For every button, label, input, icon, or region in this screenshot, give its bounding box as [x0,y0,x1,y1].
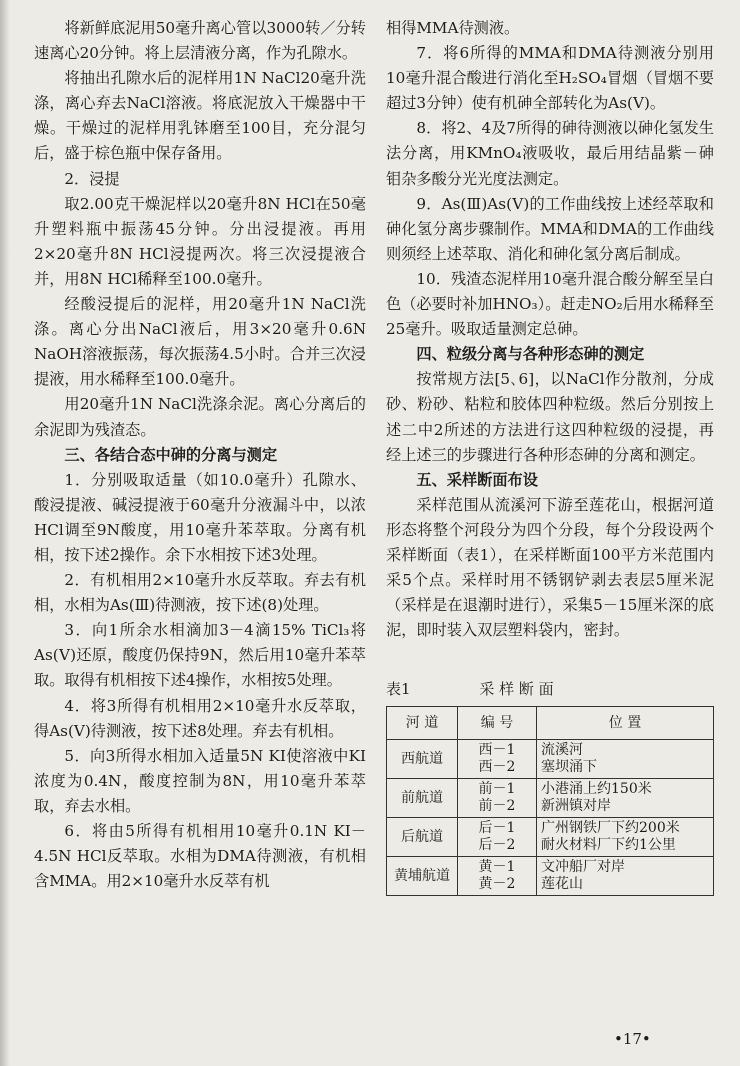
location-cell [537,740,714,779]
section-heading: 三、各结合态中砷的分离与测定 [64,445,278,464]
code-cell [458,779,537,818]
table-row [387,740,714,779]
paragraph: 按常规方法[5､6]，以NaCl作分散剂，分成砂、粉砂、粘粒和胶体四种粒级。然后分别按上述二中2所述的方法进行这四种粒级的浸提，再经上述三的步骤进行各种形态砷的分离和测定。 [386,370,714,464]
paragraph: 7．将6所得的MMA和DMA待测液分别用10毫升混合酸进行消化至H₂SO₄冒烟（冒烟不要超过3分钟）使有机砷全部转化为As(Ⅴ)。 [386,44,714,113]
location-line: 新洲镇对岸 [541,798,611,815]
location-line: 塞坝涌下 [541,759,597,776]
header-code: 编 号 [458,707,537,740]
river-cell: 前航道 [387,779,458,818]
table-number: 表1 [386,680,411,699]
table-caption [386,677,714,702]
table-row [387,779,714,818]
location-line: 广州钢铁厂下约200米 [541,820,680,837]
paragraph: 取2.00克干燥泥样以20毫升8N HCl在50毫升塑料瓶中振荡45分钟。分出浸提液。再用2×20毫升8N HCl浸提两次。将三次浸提液合并，用8N HCl稀释至100.0毫升。 [34,194,366,288]
page-number: •17• [614,1030,651,1048]
right-column [386,16,714,896]
river-cell: 黄埔航道 [387,857,458,896]
paragraph: 将新鲜底泥用50毫升离心管以3000转／分转速离心20分钟。将上层清液分离，作为孔隙水。 [34,19,366,63]
paragraph: 3．向1所余水相滴加3－4滴15% TiCl₃将As(Ⅴ)还原，酸度仍保持9N，然后用10毫升苯萃取。取得有机相按下述4操作，水相按5处理。 [34,621,366,690]
paragraph: 经酸浸提后的泥样，用20毫升1N NaCl洗涤。离心分出NaCl液后，用3×20毫升0.6N NaOH溶液振荡，每次振荡4.5小时。合并三次浸提液，用水稀释至100.0毫升。 [34,295,366,389]
left-column [34,16,366,894]
river-cell: 西航道 [387,740,458,779]
header-location: 位 置 [537,707,714,740]
location-cell [537,857,714,896]
location-cell [537,818,714,857]
location-line: 流溪河 [541,742,583,759]
location-cell [537,779,714,818]
paragraph: 8．将2、4及7所得的砷待测液以砷化氢发生法分离，用KMnO₄液吸收，最后用结晶紫－砷钼杂多酸分光光度法测定。 [386,119,714,188]
section-heading: 四、粒级分离与各种形态砷的测定 [416,345,645,364]
paragraph: 9．As(Ⅲ)As(Ⅴ)的工作曲线按上述经萃取和砷化氢分离步骤制作。MMA和DMA的工作曲线则须经上述萃取、消化和砷化氢分离后制成。 [386,194,714,263]
paragraph: 用20毫升1N NaCl洗涤余泥。离心分离后的余泥即为残渣态。 [34,395,366,439]
paragraph: 5．向3所得水相加入适量5N KI使溶液中KI浓度为0.4N，酸度控制为8N，用10毫升苯萃取，弃去水相。 [34,746,366,815]
code-line: 前－1 [478,781,516,798]
paragraph: 1．分别吸取适量（如10.0毫升）孔隙水、酸浸提液、碱浸提液于60毫升分液漏斗中，以浓HCl调至9N酸度，用10毫升苯萃取。分离有机相，按下述2操作。余下水相按下述3处理。 [34,470,366,564]
river-cell: 后航道 [387,818,458,857]
paragraph: 6．将由5所得有机相用10毫升0.1N KI－4.5N HCl反萃取。水相为DMA待测液，有机相含MMA。用2×10毫升水反萃有机 [34,822,366,891]
table-row [387,857,714,896]
table-header-row [387,707,714,740]
location-line: 小港涌上约150米 [541,781,652,798]
code-line: 西－1 [478,742,516,759]
code-line: 前－2 [478,798,516,815]
code-line: 黄－2 [478,876,516,893]
table-body [387,740,714,896]
code-line: 西－2 [478,759,516,776]
paragraph: 相得MMA待测液。 [386,19,520,37]
table-row [387,818,714,857]
section-heading: 五、采样断面布设 [416,470,538,489]
code-line: 黄－1 [478,859,516,876]
location-line: 耐火材料厂下约1公里 [541,837,676,854]
paragraph: 2．浸提 [64,169,120,188]
location-line: 文冲船厂对岸 [541,859,625,876]
code-cell [458,857,537,896]
paragraph: 将抽出孔隙水后的泥样用1N NaCl20毫升洗涤，离心弃去NaCl溶液。将底泥放入干燥器中干燥。干燥过的泥样用乳钵磨至100目，充分混匀后，盛于棕色瓶中保存备用。 [34,69,366,163]
code-line: 后－1 [478,820,516,837]
code-cell [458,818,537,857]
table-title: 采 样 断 面 [479,680,554,699]
right-column-text [386,16,714,643]
location-line: 莲花山 [541,876,583,893]
header-river: 河 道 [387,707,458,740]
paragraph: 2．有机相用2×10毫升水反萃取。弃去有机相，水相为As(Ⅲ)待测液，按下述(8)处理。 [34,571,366,615]
binding-shadow [0,0,10,1066]
code-cell [458,740,537,779]
sampling-table [386,706,714,896]
code-line: 后－2 [478,837,516,854]
paragraph: 4．将3所得有机相用2×10毫升水反萃取，得As(Ⅴ)待测液，按下述8处理。弃去有机相。 [34,696,366,740]
paragraph: 采样范围从流溪河下游至莲花山，根据河道形态将整个河段分为四个分段，每个分段设两个采样断面（表1），在采样断面100平方米范围内采5个点。采样时用不锈钢铲剥去表层5厘米泥（采样是在退潮时进行），采集5－15厘米深的底泥，即时装入双层塑料袋内，密封。 [386,495,714,640]
paragraph: 10．残渣态泥样用10毫升混合酸分解至呈白色（必要时补加HNO₃）。赶走NO₂后用水稀释至25毫升。吸取适量测定总砷。 [386,269,714,339]
